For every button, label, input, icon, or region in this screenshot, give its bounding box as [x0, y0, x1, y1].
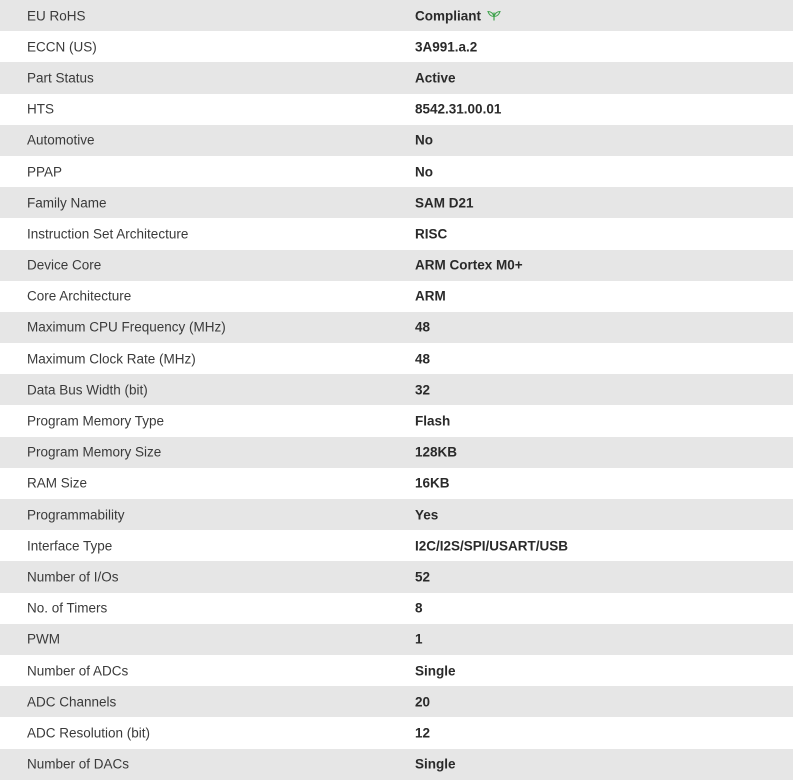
spec-value: 12	[415, 725, 431, 741]
spec-label: Part Status	[27, 70, 94, 86]
spec-row-eccn	[0, 31, 793, 62]
spec-row-interface-type	[0, 530, 793, 561]
spec-value: 3A991.a.2	[415, 39, 478, 55]
spec-label: Interface Type	[27, 538, 113, 554]
spec-label: Core Architecture	[27, 288, 132, 304]
spec-value: 52	[415, 569, 431, 585]
spec-row-programmability	[0, 499, 793, 530]
spec-label: HTS	[27, 101, 54, 117]
spec-value: No	[415, 132, 433, 148]
spec-value: I2C/I2S/SPI/USART/USB	[415, 538, 569, 554]
spec-row-max-cpu-frequency	[0, 312, 793, 343]
spec-label: Instruction Set Architecture	[27, 226, 189, 242]
spec-row-number-of-ios	[0, 561, 793, 592]
spec-value: Flash	[415, 413, 451, 429]
spec-label: Number of I/Os	[27, 569, 119, 585]
spec-value: Compliant	[415, 8, 501, 23]
spec-label: Maximum Clock Rate (MHz)	[27, 351, 196, 367]
spec-value: Single	[415, 663, 456, 679]
spec-label: Number of DACs	[27, 756, 130, 772]
spec-label: PWM	[27, 631, 60, 647]
spec-row-part-status	[0, 62, 793, 93]
spec-value: Single	[415, 756, 456, 772]
spec-label: ADC Resolution (bit)	[27, 725, 151, 741]
spec-label: Program Memory Type	[27, 413, 165, 429]
spec-row-core-architecture	[0, 281, 793, 312]
spec-row-family-name	[0, 187, 793, 218]
spec-label: ECCN (US)	[27, 39, 97, 55]
spec-value: 48	[415, 319, 431, 335]
spec-value: Yes	[415, 507, 439, 523]
spec-value: 1	[415, 631, 423, 647]
spec-row-data-bus-width	[0, 374, 793, 405]
spec-label: Programmability	[27, 507, 125, 523]
spec-value: ARM	[415, 288, 446, 304]
spec-row-pwm	[0, 624, 793, 655]
spec-label: Number of ADCs	[27, 663, 129, 679]
spec-label: Data Bus Width (bit)	[27, 382, 148, 398]
spec-row-device-core	[0, 250, 793, 281]
spec-row-program-memory-size	[0, 437, 793, 468]
spec-row-hts	[0, 94, 793, 125]
spec-row-timers	[0, 593, 793, 624]
spec-label: RAM Size	[27, 475, 88, 491]
spec-row-instruction-set	[0, 218, 793, 249]
spec-value: No	[415, 164, 433, 180]
spec-row-number-of-adcs	[0, 655, 793, 686]
spec-label: Automotive	[27, 132, 95, 148]
spec-label: Maximum CPU Frequency (MHz)	[27, 319, 226, 335]
spec-label: Family Name	[27, 195, 107, 211]
spec-value: 8542.31.00.01	[415, 101, 502, 117]
spec-row-ram-size	[0, 468, 793, 499]
spec-value: 16KB	[415, 475, 450, 491]
spec-row-program-memory-type	[0, 405, 793, 436]
spec-label: Device Core	[27, 257, 102, 273]
spec-value: Active	[415, 70, 456, 86]
spec-value: 48	[415, 351, 431, 367]
spec-row-adc-resolution	[0, 717, 793, 748]
spec-value: 20	[415, 694, 431, 710]
spec-value: ARM Cortex M0+	[415, 257, 523, 273]
spec-label: PPAP	[27, 164, 63, 180]
leaf-icon	[487, 9, 501, 21]
spec-label: EU RoHS	[27, 8, 86, 24]
spec-label: No. of Timers	[27, 600, 108, 616]
spec-label: ADC Channels	[27, 694, 117, 710]
spec-label: Program Memory Size	[27, 444, 162, 460]
spec-value: 8	[415, 600, 423, 616]
spec-value: RISC	[415, 226, 448, 242]
spec-row-adc-channels	[0, 686, 793, 717]
spec-value: SAM D21	[415, 195, 474, 211]
spec-value: 128KB	[415, 444, 458, 460]
spec-row-eu-rohs	[0, 0, 793, 31]
spec-row-ppap	[0, 156, 793, 187]
spec-row-max-clock-rate	[0, 343, 793, 374]
spec-value: 32	[415, 382, 431, 398]
spec-row-number-of-dacs	[0, 749, 793, 780]
spec-row-automotive	[0, 125, 793, 156]
